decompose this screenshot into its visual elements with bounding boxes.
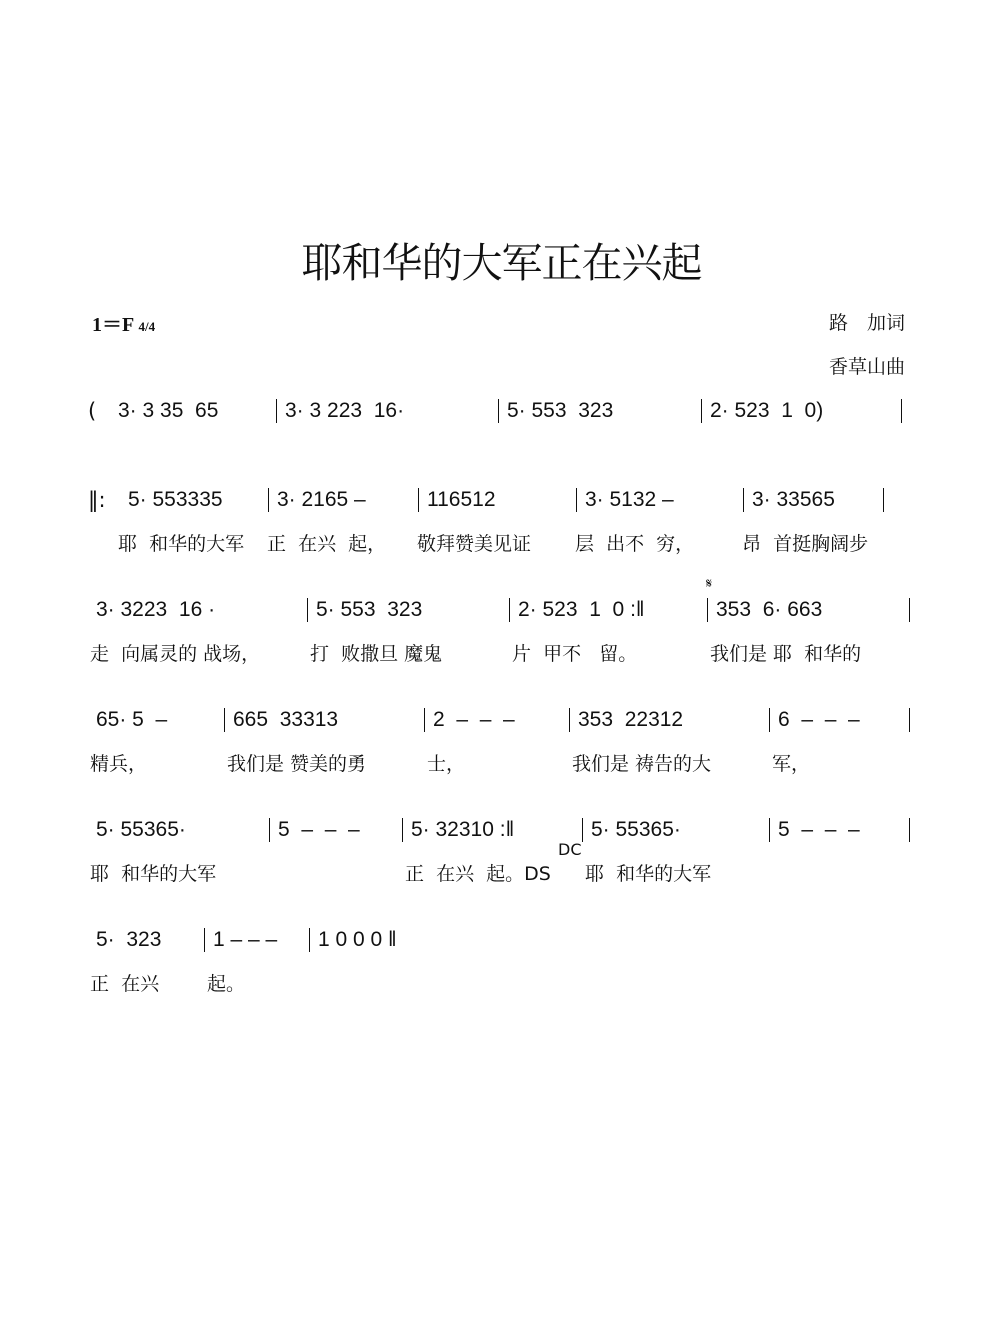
measure: 2· 523 1 0 :‖ bbox=[510, 598, 708, 622]
lyric-segment: 耶 和华的大军 bbox=[585, 863, 712, 885]
measure: 5· 553 323 bbox=[499, 399, 702, 423]
system-prefix: ( bbox=[88, 399, 97, 423]
dc-mark: DC bbox=[558, 840, 582, 859]
lyric-segment: 耶 和华的大军 bbox=[118, 533, 245, 555]
notation-row bbox=[88, 595, 910, 625]
system-prefix: ‖: bbox=[88, 488, 106, 512]
measure: 665 33313 bbox=[225, 708, 425, 732]
lyric-segment bbox=[270, 859, 403, 886]
score-system bbox=[88, 925, 910, 996]
lyricist: 路 加词 bbox=[828, 312, 905, 334]
lyrics-row bbox=[88, 969, 910, 996]
lyric-segment: 军， bbox=[772, 753, 811, 775]
lyric-segment: 打 败撒旦 魔鬼 bbox=[310, 643, 443, 665]
measure: 3· 2165 – bbox=[269, 488, 419, 512]
score-system bbox=[88, 396, 910, 426]
lyric-segment: 正 在兴 起， bbox=[267, 533, 387, 555]
lyric-segment: 耶 和华的大军 bbox=[90, 863, 217, 885]
lyrics-row bbox=[88, 529, 910, 556]
lyric-segment: 正 在兴 起。DS bbox=[405, 863, 551, 885]
lyric-segment: 精兵， bbox=[90, 753, 148, 775]
score-system bbox=[88, 705, 910, 776]
measure: 65· 5 – bbox=[88, 708, 225, 732]
segno-mark: 𝄋 bbox=[706, 576, 713, 592]
measure: 5· 553 323 bbox=[308, 598, 510, 622]
measure: 2 – – – bbox=[425, 708, 570, 732]
lyric-segment: 我们是 耶 和华的 bbox=[710, 643, 862, 665]
lyric-segment: 我们是 赞美的勇 bbox=[227, 753, 367, 775]
lyrics-row bbox=[88, 749, 910, 776]
measure: 1 0 0 0 ‖ bbox=[318, 928, 397, 951]
measure: 3· 5132 – bbox=[577, 488, 744, 512]
lyric-segment: 昂 首挺胸阔步 bbox=[742, 533, 869, 555]
lyric-segment: 走 向属灵的 战场， bbox=[90, 643, 261, 665]
score-system bbox=[88, 595, 910, 666]
measure: 353 22312 bbox=[570, 708, 770, 732]
measure: 3· 3 35 65 bbox=[110, 399, 277, 423]
song-title: 耶和华的大军正在兴起 bbox=[301, 239, 702, 287]
measure: 5 – – – bbox=[770, 818, 910, 842]
measure: 116512 bbox=[419, 488, 577, 512]
measure: 6 – – – bbox=[770, 708, 910, 732]
lyric-segment: 片 甲不 留。 bbox=[512, 643, 638, 665]
measure: 5· 553335 bbox=[120, 488, 269, 512]
lyric-segment: 士， bbox=[427, 753, 466, 775]
measure: 353 6· 663 bbox=[708, 598, 910, 622]
measure: 3· 33565 bbox=[744, 488, 884, 512]
notation-row bbox=[88, 396, 910, 426]
measure: 5· 55365· bbox=[583, 818, 770, 842]
measure: 2· 523 1 0) bbox=[702, 399, 902, 423]
notation-row bbox=[88, 705, 910, 735]
key-signature: 1＝F bbox=[92, 314, 134, 336]
lyric-segment: 敬拜赞美见证 bbox=[417, 533, 532, 555]
key-time-signature bbox=[92, 308, 155, 337]
notation-row bbox=[88, 925, 910, 955]
measure: 5· 323 bbox=[88, 928, 205, 952]
measure: 1 – – – bbox=[205, 928, 310, 952]
lyrics-row bbox=[88, 859, 910, 886]
measure: 5· 55365· bbox=[88, 818, 270, 842]
score-system bbox=[88, 485, 910, 556]
measure: 5· 32310 :‖ bbox=[403, 818, 583, 842]
measure: 3· 3 223 16· bbox=[277, 399, 499, 423]
lyric-segment: 起。 bbox=[207, 973, 246, 995]
lyric-segment: 我们是 祷告的大 bbox=[572, 753, 712, 775]
time-signature: 4/4 bbox=[138, 319, 156, 334]
lyrics-row bbox=[88, 639, 910, 666]
notation-row bbox=[88, 815, 910, 845]
lyric-segment: 正 在兴 bbox=[90, 973, 160, 995]
lyric-segment bbox=[770, 859, 910, 886]
measure: 3· 3223 16 · bbox=[88, 598, 308, 622]
measure: 5 – – – bbox=[270, 818, 403, 842]
composer: 香草山曲 bbox=[828, 356, 905, 378]
score-system bbox=[88, 815, 910, 886]
lyric-segment: 层 出不 穷， bbox=[575, 533, 695, 555]
notation-row bbox=[88, 485, 910, 515]
lyric-segment bbox=[310, 969, 422, 996]
